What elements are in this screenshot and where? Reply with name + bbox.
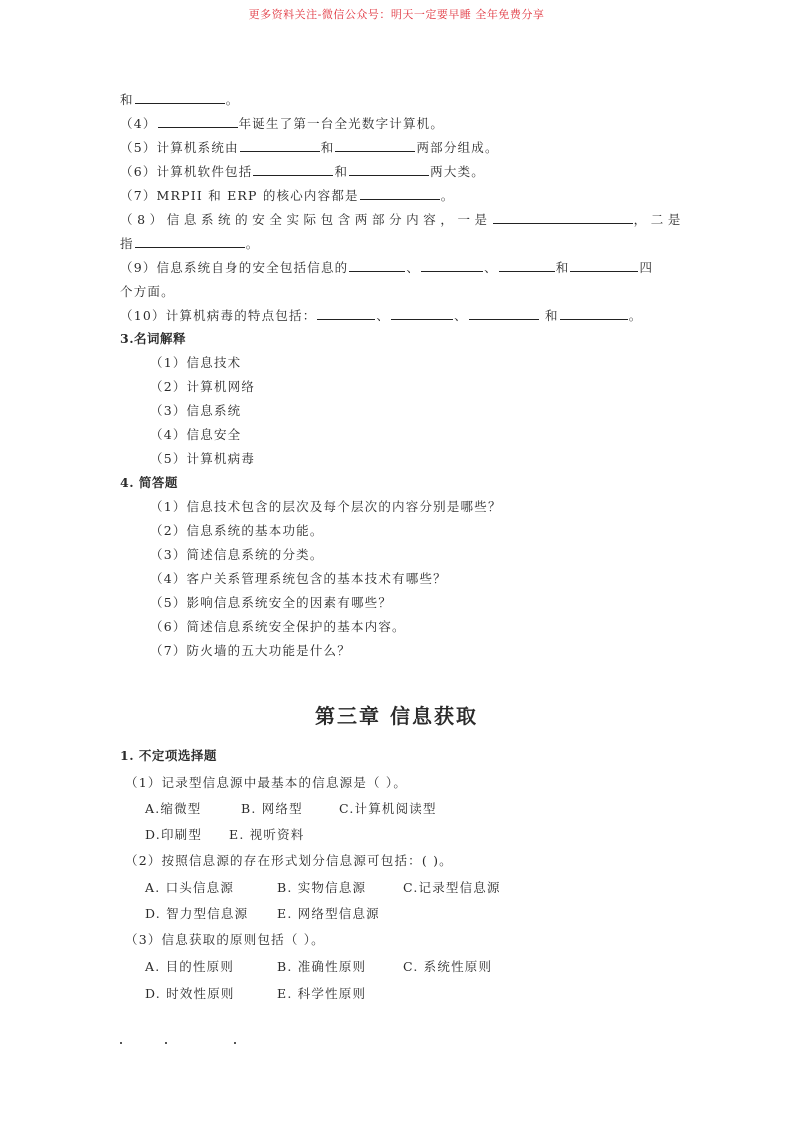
footer-dot	[165, 1042, 167, 1044]
option[interactable]: D. 智力型信息源	[145, 906, 249, 921]
question-10	[120, 306, 642, 324]
footer-dot	[234, 1042, 236, 1044]
mc-options-row	[145, 799, 437, 817]
blank-field[interactable]	[421, 259, 483, 272]
list-item: （3）简述信息系统的分类。	[150, 547, 324, 562]
blank-field[interactable]	[158, 115, 238, 128]
text: 两部分组成。	[416, 140, 499, 155]
text: （8）信息系统的安全实际包含两部分内容，一是	[120, 212, 492, 227]
text: 两大类。	[430, 164, 485, 179]
blank-field[interactable]	[240, 139, 320, 152]
text: 、	[454, 308, 468, 323]
text: （6）计算机软件包括	[120, 164, 253, 179]
option[interactable]: A. 口头信息源	[145, 880, 235, 895]
text: （4）	[120, 116, 157, 131]
text: 。	[245, 236, 260, 251]
blank-field[interactable]	[560, 307, 628, 320]
option[interactable]: B. 实物信息源	[277, 880, 367, 895]
mc-options-row	[145, 878, 501, 896]
text: 和	[555, 260, 570, 275]
text: （10）计算机病毒的特点包括：	[120, 308, 317, 323]
list-item: （5）计算机病毒	[150, 451, 256, 466]
blank-field[interactable]	[349, 163, 429, 176]
option[interactable]: E. 科学性原则	[277, 986, 367, 1001]
list-item: （4）客户关系管理系统包含的基本技术有哪些？	[150, 571, 447, 586]
text: 年诞生了第一台全光数字计算机。	[238, 116, 445, 131]
list-item: （1）信息技术包含的层次及每个层次的内容分别是哪些？	[150, 499, 502, 514]
mc-options-row	[145, 904, 380, 922]
list-item: （6）简述信息系统安全保护的基本内容。	[150, 619, 406, 634]
question-8-line2	[120, 234, 259, 252]
chapter-title: 第三章 信息获取	[315, 704, 478, 728]
blank-field[interactable]	[335, 139, 415, 152]
section-title: 1. 不定项选择题	[120, 748, 217, 763]
section-title: 3.名词解释	[120, 331, 187, 346]
text: 、	[484, 260, 498, 275]
blank-field[interactable]	[570, 259, 638, 272]
text: 四	[639, 260, 654, 275]
text: 和	[539, 308, 559, 323]
blank-field[interactable]	[135, 91, 225, 104]
list-item: （4）信息安全	[150, 427, 242, 442]
section-title: 4. 简答题	[120, 475, 178, 490]
question-9-line2: 个方面。	[120, 284, 175, 299]
text: （5）计算机系统由	[120, 140, 239, 155]
footer-dot	[120, 1042, 122, 1044]
option[interactable]: B. 准确性原则	[277, 959, 367, 974]
text: 、	[406, 260, 421, 275]
option[interactable]: D.印刷型	[145, 827, 203, 842]
blank-field[interactable]	[253, 163, 333, 176]
question-8	[120, 210, 685, 228]
mc-options-row	[145, 957, 492, 975]
list-item: （5）影响信息系统安全的因素有哪些？	[150, 595, 393, 610]
text: 和	[320, 140, 335, 155]
mc-question-stem: （2）按照信息源的存在形式划分信息源可包括：( )。	[125, 853, 453, 868]
text: （7）MRPII 和 ERP 的核心内容都是	[120, 188, 359, 203]
text: 。	[440, 188, 455, 203]
mc-question-stem: （1）记录型信息源中最基本的信息源是（ ）。	[125, 775, 408, 790]
text: 。	[225, 92, 240, 107]
blank-field[interactable]	[317, 307, 375, 320]
option[interactable]: C.记录型信息源	[403, 880, 501, 895]
question-7	[120, 186, 454, 204]
q3-tail	[120, 90, 239, 108]
header-banner: 更多资料关注-微信公众号：明天一定要早睡 全年免费分享	[248, 8, 545, 21]
mc-options-row	[145, 825, 304, 843]
mc-question-stem: （3）信息获取的原则包括（ ）。	[125, 932, 325, 947]
blank-field[interactable]	[135, 235, 245, 248]
option[interactable]: B. 网络型	[241, 801, 303, 816]
text: 和	[120, 92, 134, 107]
text: （9）信息系统自身的安全包括信息的	[120, 260, 349, 275]
list-item: （2）计算机网络	[150, 379, 256, 394]
text: 。	[628, 308, 643, 323]
question-9	[120, 258, 653, 276]
option[interactable]: E. 视听资料	[229, 827, 305, 842]
blank-field[interactable]	[349, 259, 405, 272]
text: 和	[334, 164, 349, 179]
option[interactable]: C. 系统性原则	[403, 959, 493, 974]
list-item: （1）信息技术	[150, 355, 242, 370]
question-6	[120, 162, 485, 180]
text: 指	[120, 236, 134, 251]
option[interactable]: A.缩微型	[145, 801, 202, 816]
blank-field[interactable]	[360, 187, 440, 200]
list-item: （3）信息系统	[150, 403, 242, 418]
list-item: （7）防火墙的五大功能是什么？	[150, 643, 351, 658]
option[interactable]: A. 目的性原则	[145, 959, 235, 974]
text: ，二是	[633, 212, 685, 227]
option[interactable]: E. 网络型信息源	[277, 906, 380, 921]
blank-field[interactable]	[469, 307, 539, 320]
blank-field[interactable]	[391, 307, 453, 320]
option[interactable]: D. 时效性原则	[145, 986, 235, 1001]
option[interactable]: C.计算机阅读型	[339, 801, 437, 816]
question-4	[120, 114, 444, 132]
list-item: （2）信息系统的基本功能。	[150, 523, 324, 538]
blank-field[interactable]	[493, 211, 633, 224]
mc-options-row	[145, 984, 366, 1002]
blank-field[interactable]	[499, 259, 555, 272]
text: 、	[376, 308, 391, 323]
question-5	[120, 138, 499, 156]
